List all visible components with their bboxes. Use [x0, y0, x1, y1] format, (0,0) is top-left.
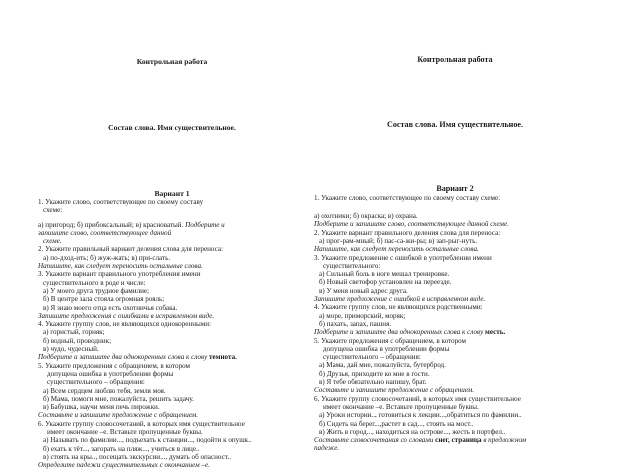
- v1-question-3: 3. Укажите вариант правильного употребления имени: [38, 270, 201, 279]
- v1-q5-option-c: в) Бабушка, научи меня печь пирожки.: [43, 403, 160, 412]
- v1-q6-option-c: в) стоять на кры.., посещать экскурсии..., думать об опасност..: [43, 452, 231, 461]
- v2-q5-task: Составьте и запишите предложение с обращением.: [314, 386, 475, 395]
- v2-q4-word: месть.: [485, 328, 506, 337]
- v2-question-3-cont: существительного:: [323, 261, 381, 270]
- v1-q5-option-b: б) Мама, помоги мне, пожалуйста, решить задачу.: [43, 394, 194, 403]
- v1-question-3-cont: существительного в роде и числе:: [43, 278, 146, 287]
- variant-1-title: Контрольная работа: [136, 57, 208, 66]
- v2-question-6: 6. Укажите группу словосочетаний, в которых имя существительное: [314, 394, 521, 403]
- v1-q1-options: а) пригород; б) прибоксальный; в) красноватый.: [38, 220, 184, 229]
- v1-question-1: 1. Укажите слово, соответствующее по своему составу: [38, 198, 204, 206]
- v2-question-5: 5. Укажите предложения с обращением, в котором: [314, 336, 467, 345]
- v1-question-6: 6. Укажите группу словосочетаний, в которых имя существительное: [38, 419, 245, 428]
- v2-q6-option-b: б) Сидеть на берег...,растет в сад..., стоять на мост..: [319, 419, 474, 428]
- v1-q4-word: темнота.: [209, 353, 237, 362]
- v1-question-1-answers: [38, 221, 306, 229]
- v2-q5-option-c: в) Я тебе обязательно напишу, брат.: [319, 378, 427, 387]
- variant-2-column: [314, 0, 596, 453]
- v2-question-4: 4. Укажите группу слов, не являющихся родственными:: [314, 303, 483, 312]
- v1-q1-task-end: схеме.: [43, 237, 62, 246]
- v1-question-1-cont: схеме:: [43, 206, 63, 215]
- v1-question-5: 5. Укажите предложения с обращением, в котором: [38, 361, 191, 370]
- v1-q6-option-b: б) ехать к тёт..., загорать на пляж..., учиться в лице..: [43, 444, 200, 453]
- v2-q3-option-c: в) У меня новый адрес друга.: [319, 286, 408, 295]
- v2-q1-options: а) охотники; б) окраска; в) охрана.: [314, 212, 418, 221]
- v1-q2-options: а) по-дход-ить; б) жуж-жать; в) при-слать.: [43, 253, 171, 262]
- variant-2-label: Вариант 2: [436, 184, 474, 194]
- v2-q6-option-c: в) Жить в город..., находиться на острове..., жесть в портфел..: [319, 427, 506, 436]
- v1-q3-option-c: в) Я знаю моего отца есть охотничья собака.: [43, 303, 178, 312]
- v2-q5-option-a: а) Мама, дай мне, пожалуйста, бутерброд.: [319, 361, 446, 370]
- v2-q4-task-text: Подберите и запишите два однокоренных слова к слову: [314, 328, 484, 337]
- variant-1-column: [38, 0, 306, 470]
- v1-q5-task: Составьте и запишите предложение с обращением.: [38, 411, 199, 420]
- v2-q5-option-b: б) Друзья, приходите ко мне в гости.: [319, 369, 430, 378]
- v2-q4-task: [314, 328, 596, 336]
- variant-2-subtitle: Состав слова. Имя существительное.: [386, 119, 524, 129]
- v2-q6-task-tail: в предложном: [483, 436, 527, 445]
- v1-q1-task: Подберите и: [185, 220, 225, 229]
- v2-q6-task-end: падеже.: [314, 444, 340, 453]
- v1-q4-task: [38, 353, 306, 361]
- v2-question-2: 2. Укажите вариант правильного деления слова для переноса:: [314, 228, 501, 237]
- variant-1-label: Вариант 1: [154, 189, 190, 198]
- v1-q4-task-text: Подберите и запишите два однокоренных слова к слову: [38, 353, 208, 362]
- v2-question-5-cont: допущена ошибка в употреблении формы: [323, 344, 450, 353]
- v2-q3-option-b: б) Новый светофор установлен на переезде.: [319, 278, 452, 287]
- v1-question-5-cont: допущена ошибка в употреблении формы: [47, 369, 174, 378]
- v2-q6-words: снег, страница: [435, 436, 482, 445]
- v2-question-6-cont: имеет окончание –е. Вставьте пропущенные буквы.: [323, 402, 479, 411]
- v2-q3-task: Запишите предложение с ошибкой в исправленном виде.: [314, 295, 486, 304]
- v1-question-6-cont: имеет окончание –е. Вставьте пропущенные буквы.: [47, 428, 203, 437]
- v2-q6-task-text: Составьте словосочетания со словами: [314, 436, 434, 445]
- v1-q4-option-b: б) водный, проводник;: [43, 336, 112, 345]
- v1-q1-task-cont: запишите слово, соответствующее данной: [38, 228, 172, 237]
- v1-q3-task: Запишите предложения с ошибками в исправленном виде.: [38, 311, 215, 320]
- variant-2-title: Контрольная работа: [417, 55, 493, 64]
- v1-q3-option-b: б) В центре зала стояла огромная рояль;: [43, 295, 165, 304]
- v2-q2-options: а) прог-рам-мный; б) пас-са-жи-ры; в) зап-рыг-нуть.: [319, 236, 478, 245]
- v2-q1-task: Подберите и запишите слово, соответствующее данной схеме.: [314, 220, 509, 229]
- v1-question-4: 4. Укажите группу слов, не являющихся однокоренными:: [38, 320, 212, 329]
- v1-q2-task: Напишите, как следует переносить остальные слова.: [38, 262, 203, 271]
- v1-q6-task: Определите падежи существительных с окончанием –е.: [38, 461, 210, 470]
- v2-q2-task: Напишите, как следует переносить остальные слова.: [314, 245, 479, 254]
- v2-question-5-end: существительного – обращения:: [323, 353, 421, 362]
- v1-q4-option-c: в) чудо, чудесный.: [43, 345, 99, 354]
- v1-q3-option-a: а) У моего друга трудное фамилие;: [43, 286, 150, 295]
- v2-q4-option-b: б) пахать, запах, пашня.: [319, 319, 392, 328]
- v2-question-3: 3. Укажите предложение с ошибкой в употреблении имени: [314, 253, 492, 262]
- v2-q4-option-a: а) море, приморский, моряк;: [319, 311, 406, 320]
- v1-q5-option-a: а) Всем сердцем люблю тебя, земля моя.: [43, 386, 166, 395]
- v1-q4-option-a: а) гористый, горняк;: [43, 328, 105, 337]
- v2-question-1: 1. Укажите слово, соответствующее по своему составу схеме:: [314, 193, 501, 202]
- v1-q6-option-a: а) Называть по фамилии..., подъехать к станции..., подойти к опушк..: [43, 436, 252, 445]
- v2-q3-option-a: а) Сильный боль в ноге мешал тренировке.: [319, 270, 450, 279]
- v1-question-2: 2. Укажите правильный вариант деления слова для переноса:: [38, 245, 223, 254]
- v2-q6-option-a: а) Уроки истории.., готовиться к лекции...,обратиться по фамилии..: [319, 411, 522, 420]
- v2-q6-task: [314, 436, 596, 444]
- v1-question-5-end: существительного – обращения:: [47, 378, 145, 387]
- variant-1-subtitle: Состав слова. Имя существительное.: [108, 123, 236, 132]
